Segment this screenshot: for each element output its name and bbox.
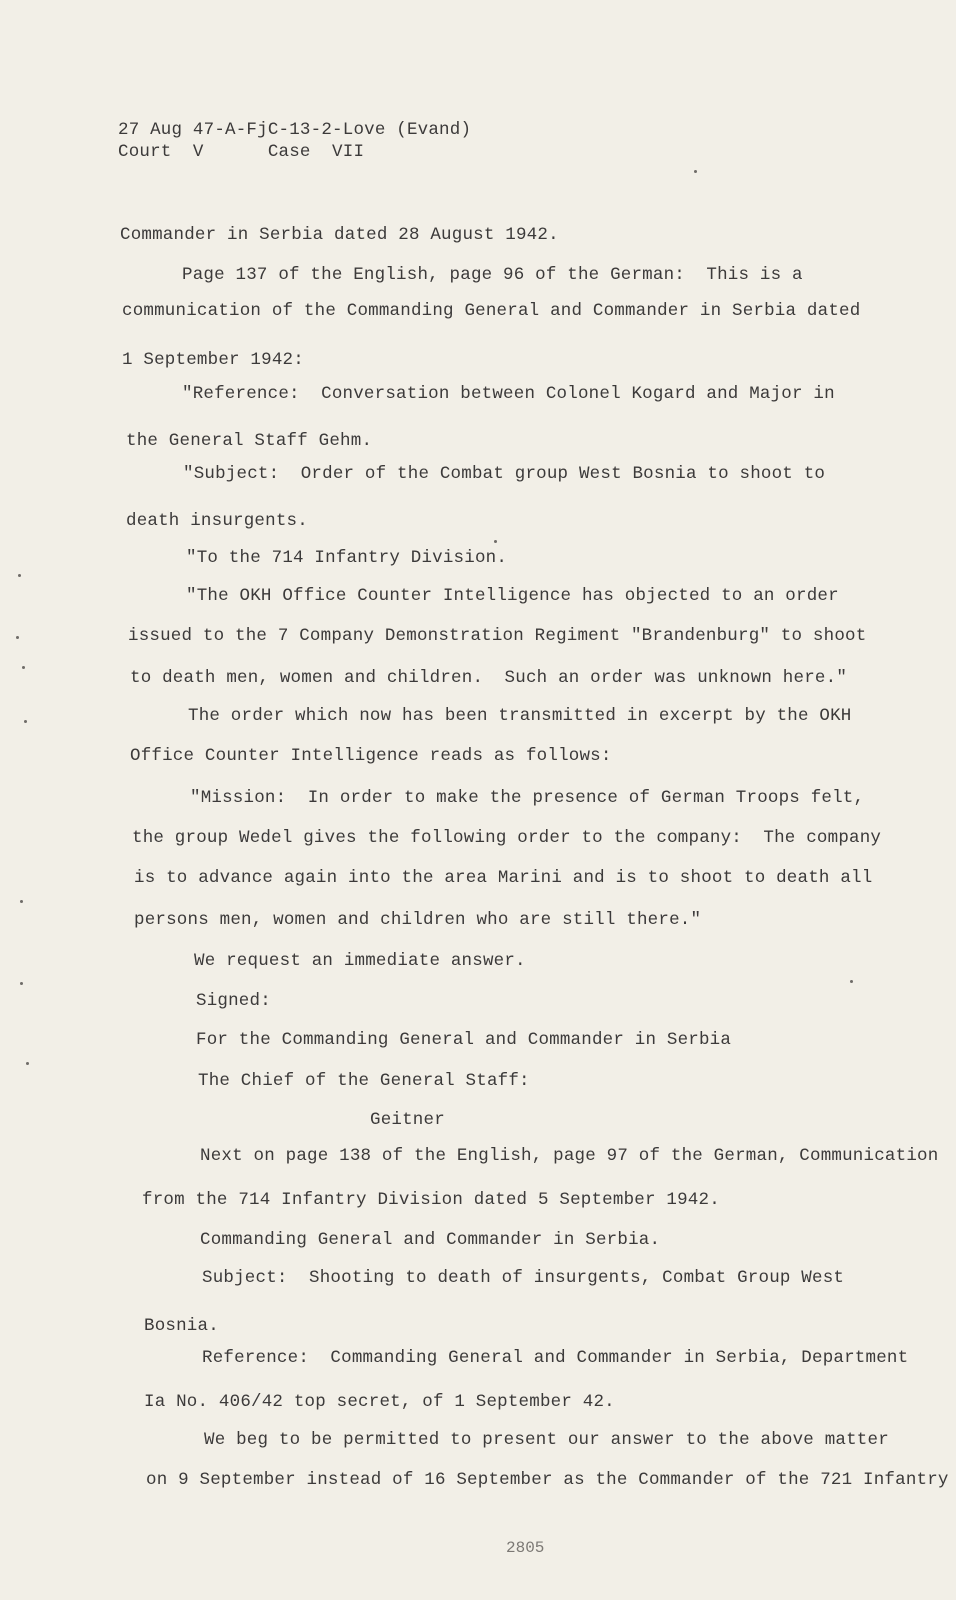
body-line: is to advance again into the area Marini and is to shoot to death all — [134, 868, 873, 888]
paper-speck — [22, 666, 25, 669]
body-line: to death men, women and children. Such an order was unknown here." — [130, 668, 848, 688]
body-line: Ia No. 406/42 top secret, of 1 September 42. — [144, 1392, 615, 1412]
body-line: Bosnia. — [144, 1316, 219, 1336]
paper-speck — [26, 1062, 29, 1065]
header-line-1: 27 Aug 47-A-FjC-13-2-Love (Evand) — [118, 120, 472, 140]
body-line: the group Wedel gives the following order to the company: The company — [132, 828, 882, 848]
body-line: 1 September 1942: — [122, 350, 304, 370]
body-line: Next on page 138 of the English, page 97 of the German, Communication — [200, 1146, 939, 1166]
signature-name: Geitner — [370, 1110, 445, 1130]
body-line: "Subject: Order of the Combat group West Bosnia to shoot to — [183, 464, 826, 484]
body-line: communication of the Commanding General and Commander in Serbia dated — [122, 301, 861, 321]
body-line: persons men, women and children who are still there." — [134, 910, 702, 930]
paper-speck — [24, 720, 27, 723]
body-line: For the Commanding General and Commander in Serbia — [196, 1030, 732, 1050]
body-line: Page 137 of the English, page 96 of the German: This is a — [182, 265, 803, 285]
body-line: Commanding General and Commander in Serbia. — [200, 1230, 661, 1250]
header-line-2: Court V Case VII — [118, 142, 365, 162]
body-line: The Chief of the General Staff: — [198, 1071, 530, 1091]
body-line: "The OKH Office Counter Intelligence has objected to an order — [186, 586, 839, 606]
body-line: Commander in Serbia dated 28 August 1942. — [120, 225, 559, 245]
body-line: "To the 714 Infantry Division. — [186, 548, 508, 568]
body-line: "Reference: Conversation between Colonel Kogard and Major in — [182, 384, 835, 404]
paper-speck — [16, 636, 19, 639]
body-line: Signed: — [196, 991, 271, 1011]
page-number: 2805 — [506, 1539, 545, 1557]
body-line: Office Counter Intelligence reads as follows: — [130, 746, 612, 766]
paper-speck — [18, 574, 21, 577]
body-line: issued to the 7 Company Demonstration Regiment "Brandenburg" to shoot — [128, 626, 867, 646]
body-line: death insurgents. — [126, 511, 308, 531]
paper-speck — [20, 900, 23, 903]
body-line: "Mission: In order to make the presence of German Troops felt, — [190, 788, 865, 808]
body-line: the General Staff Gehm. — [126, 431, 373, 451]
paper-speck — [494, 540, 497, 543]
body-line: We beg to be permitted to present our answer to the above matter — [204, 1430, 889, 1450]
body-line: on 9 September instead of 16 September as the Commander of the 721 Infantry — [146, 1470, 949, 1490]
paper-speck — [20, 982, 23, 985]
paper-speck — [850, 980, 853, 983]
body-line: from the 714 Infantry Division dated 5 September 1942. — [142, 1190, 720, 1210]
paper-speck — [694, 170, 697, 173]
body-line: The order which now has been transmitted in excerpt by the OKH — [188, 706, 852, 726]
body-line: We request an immediate answer. — [194, 951, 526, 971]
body-line: Reference: Commanding General and Commander in Serbia, Department — [202, 1348, 909, 1368]
body-line: Subject: Shooting to death of insurgents, Combat Group West — [202, 1268, 845, 1288]
